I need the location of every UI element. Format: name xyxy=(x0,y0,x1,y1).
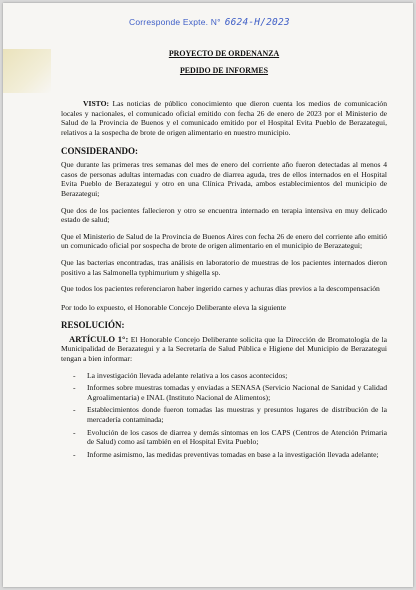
list-item xyxy=(73,450,387,460)
file-number-stamp xyxy=(129,17,290,28)
list-item-text: La investigación llevada adelante relativa a los casos acontecidos; xyxy=(87,370,288,380)
considerando-list xyxy=(61,160,387,294)
articulo-1-paragraph xyxy=(61,335,387,364)
resolucion-heading: RESOLUCIÓN: xyxy=(61,320,125,331)
list-item-text: Establecimientos donde fueron tomadas las muestras y presuntos lugares de distribución de la mercadería contaminada; xyxy=(87,405,387,425)
list-dash: - xyxy=(73,383,76,393)
informe-items-list xyxy=(73,371,387,460)
closing-paragraph: Por todo lo expuesto, el Honorable Concejo Deliberante eleva la siguiente xyxy=(61,302,287,312)
articulo-1-label: ARTÍCULO 1°: xyxy=(69,333,129,344)
list-dash: - xyxy=(73,427,76,437)
list-item-text: Informes sobre muestras tomadas y enviadas a SENASA (Servicio Nacional de Sanidad y Calidad Agroalimentaria) e INAL (Instituto Nacional de Alimentos); xyxy=(87,383,387,402)
list-item xyxy=(73,371,387,381)
document-body xyxy=(61,49,387,462)
list-dash: - xyxy=(73,370,76,380)
stamp-printed-text: Corresponde Expte. N° xyxy=(129,17,221,27)
list-item-text: Evolución de los casos de diarrea y demás síntomas en los CAPS (Centros de Atención Primaria de Salud) como así también en el Hospital Evita Pueblo; xyxy=(87,427,387,447)
considerando-paragraph: Que durante las primeras tres semanas del mes de enero del corriente año fueron detectadas al menos 4 casos de personas adultas internadas con cuadro de diarrea aguda, tres de ellos internados en el Hospital Evita Pueblo de Berazategui y otro en una Clínica Privada, ambos establecimientos del municipio de Berazategui; xyxy=(61,160,387,198)
considerando-paragraph: Que dos de los pacientes fallecieron y otro se encuentra internado en terapia intensiva en muy delicado estado de salud; xyxy=(61,205,387,225)
list-item xyxy=(73,405,387,424)
articulo-1-text: El Honorable Concejo Deliberante solicita que la Dirección de Bromatología de la Municipalidad de Berazategui y a la Secretaría de Salud Pública e Higiene del Municipio de Berazategui tengan a bien informar: xyxy=(61,334,387,364)
list-item xyxy=(73,383,387,402)
visto-text: Las noticias de público conocimiento que dieron cuenta los medios de comunicación locales y nacionales, el comunicado oficial emitido con fecha 26 de enero de 2023 por el Ministerio de Salud de la Provincia de Buenos y el comunicado emitido por el Hospital Evita Pueblo de Berazategui, relativos a la sospecha de brote de origen alimentario en nuestro municipio. xyxy=(61,99,387,137)
considerando-paragraph: Que las bacterias encontradas, tras análisis en laboratorio de muestras de los pacientes internados dieron positivo a las Salmonella typhimurium y shigella sp. xyxy=(61,257,387,277)
considerando-heading: CONSIDERANDO: xyxy=(61,145,139,156)
stamp-handwritten-number: 6624-H/2023 xyxy=(224,17,290,28)
document-page xyxy=(3,3,413,587)
list-item-text: Informe asimismo, las medidas preventivas tomadas en base a la investigación llevada adelante; xyxy=(87,449,379,459)
considerando-paragraph: Que el Ministerio de Salud de la Provincia de Buenos Aires con fecha 26 de enero del corriente año emitió un comunicado oficial por sospecha de brote de origen alimentario en el municipio de Berazategui; xyxy=(61,231,387,251)
considerando-paragraph: Que todos los pacientes referenciaron haber ingerido carnes y achuras días previos a la descompensación xyxy=(61,284,380,294)
visto-label: VISTO: xyxy=(83,99,110,109)
document-title: PROYECTO DE ORDENANZA xyxy=(168,49,280,58)
document-subtitle: PEDIDO DE INFORMES xyxy=(179,65,269,75)
list-item xyxy=(73,428,387,447)
visto-paragraph xyxy=(61,99,387,137)
list-dash: - xyxy=(73,449,76,459)
paper-fold-shadow xyxy=(3,49,51,93)
list-dash: - xyxy=(73,405,76,415)
